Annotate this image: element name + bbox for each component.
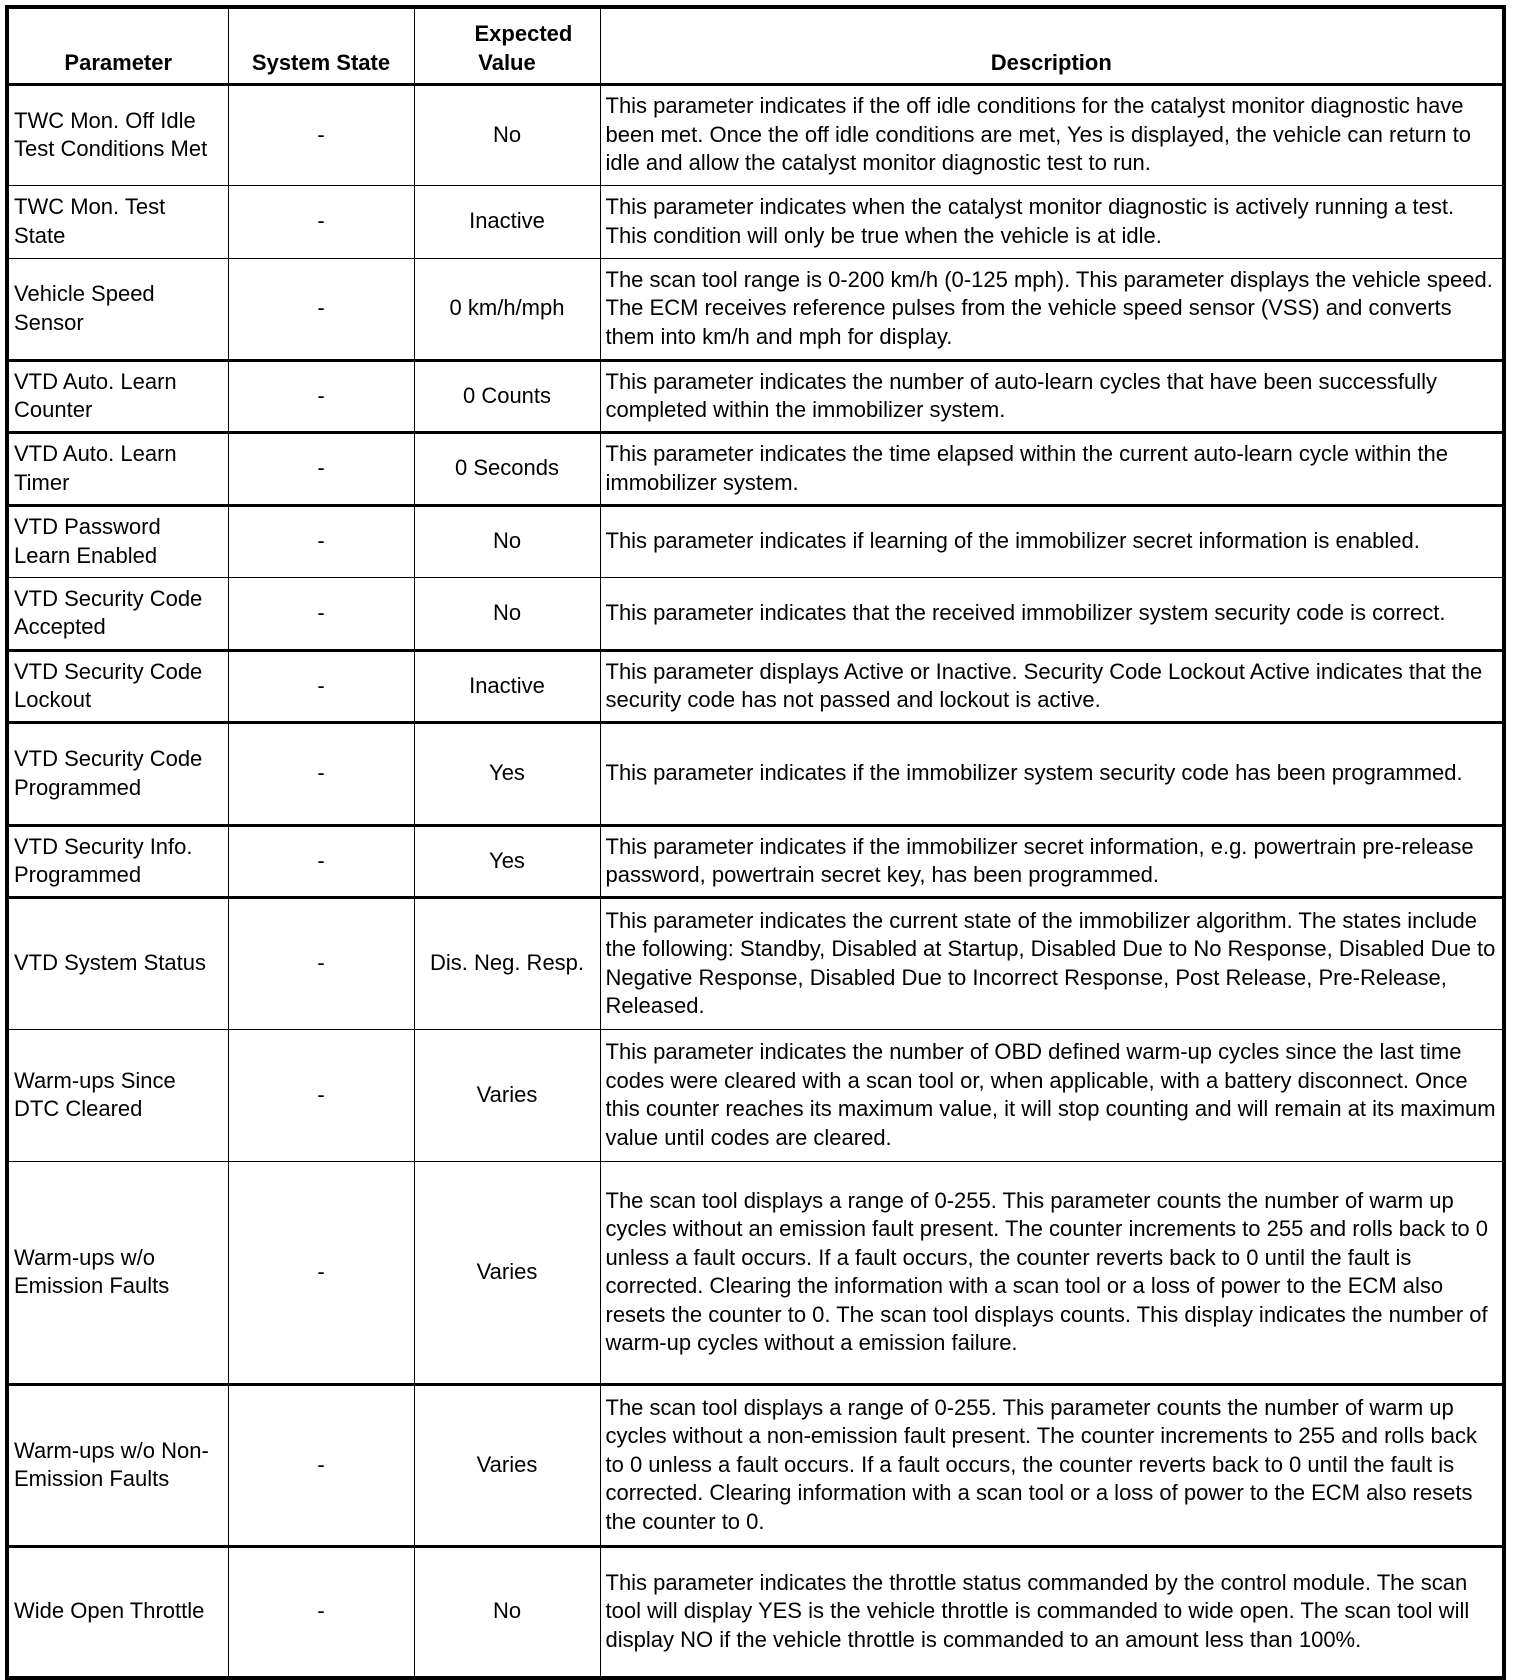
header-system-state: System State	[228, 7, 414, 85]
description-cell: This parameter indicates that the received immobilizer system security code is correct.	[600, 578, 1504, 651]
description-cell: This parameter indicates the number of auto-learn cycles that have been successfully completed within the immobilizer system.	[600, 361, 1504, 433]
system-state-cell: -	[228, 898, 414, 1030]
expected-value-cell: Varies	[414, 1385, 600, 1547]
description-cell: This parameter displays Active or Inactive. Security Code Lockout Active indicates that the security code has not passed and lockout is active.	[600, 651, 1504, 723]
description-cell: The scan tool displays a range of 0-255. This parameter counts the number of warm up cycles without a non-emission fault present. The counter increments to 255 and rolls back to 0 unless a fault occurs. If a fault occurs, the counter reverts back to 0 until the fault is corrected. Clearing information with a scan tool or a loss of power to the ECM also resets the counter to 0.	[600, 1385, 1504, 1547]
expected-value-cell: 0 km/h/mph	[414, 259, 600, 361]
description-cell: The scan tool displays a range of 0-255. This parameter counts the number of warm up cycles without an emission fault present. The counter increments to 255 and rolls back to 0 unless a fault occurs. If a fault occurs, the counter reverts back to 0 until the fault is corrected. Clearing the information with a scan tool or a loss of power to the ECM also resets the counter to 0. The scan tool displays counts. This display indicates the number of warm-up cycles without a emission failure.	[600, 1162, 1504, 1385]
parameter-cell: Warm-ups Since DTC Cleared	[7, 1030, 228, 1162]
table-row	[7, 186, 1504, 259]
table-row	[7, 826, 1504, 898]
system-state-cell: -	[228, 361, 414, 433]
parameter-cell: Warm-ups w/o Emission Faults	[7, 1162, 228, 1385]
table-row	[7, 1162, 1504, 1385]
system-state-cell: -	[228, 1162, 414, 1385]
description-cell: This parameter indicates the number of OBD defined warm-up cycles since the last time codes were cleared with a scan tool or, when applicable, with a battery disconnect. Once this counter reaches its maximum value, it will stop counting and will remain at its maximum value until codes are cleared.	[600, 1030, 1504, 1162]
expected-value-cell: No	[414, 1547, 600, 1678]
table-row	[7, 361, 1504, 433]
expected-value-cell: No	[414, 85, 600, 186]
table-row	[7, 1385, 1504, 1547]
table-row	[7, 506, 1504, 578]
description-cell: The scan tool range is 0-200 km/h (0-125 mph). This parameter displays the vehicle speed. The ECM receives reference pulses from the vehicle speed sensor (VSS) and converts them into km/h and mph for display.	[600, 259, 1504, 361]
expected-value-cell: Yes	[414, 723, 600, 826]
system-state-cell: -	[228, 651, 414, 723]
system-state-cell: -	[228, 578, 414, 651]
system-state-cell: -	[228, 506, 414, 578]
parameter-cell: Warm-ups w/o Non-Emission Faults	[7, 1385, 228, 1547]
parameter-cell: VTD System Status	[7, 898, 228, 1030]
parameter-cell: VTD Auto. Learn Timer	[7, 433, 228, 506]
parameter-cell: VTD Auto. Learn Counter	[7, 361, 228, 433]
table-row	[7, 1030, 1504, 1162]
description-cell: This parameter indicates the time elapsed within the current auto-learn cycle within the immobilizer system.	[600, 433, 1504, 506]
parameter-cell: VTD Security Code Programmed	[7, 723, 228, 826]
header-row	[7, 7, 1504, 85]
table-row	[7, 259, 1504, 361]
expected-value-cell: 0 Seconds	[414, 433, 600, 506]
system-state-cell: -	[228, 723, 414, 826]
expected-value-cell: Yes	[414, 826, 600, 898]
parameter-cell: TWC Mon. Off Idle Test Conditions Met	[7, 85, 228, 186]
system-state-cell: -	[228, 1547, 414, 1678]
table-row	[7, 651, 1504, 723]
system-state-cell: -	[228, 826, 414, 898]
system-state-cell: -	[228, 1385, 414, 1547]
expected-value-cell: No	[414, 578, 600, 651]
system-state-cell: -	[228, 186, 414, 259]
parameter-cell: TWC Mon. Test State	[7, 186, 228, 259]
system-state-cell: -	[228, 85, 414, 186]
parameter-cell: VTD Security Code Accepted	[7, 578, 228, 651]
expected-value-cell: No	[414, 506, 600, 578]
description-cell: This parameter indicates if the immobilizer secret information, e.g. powertrain pre-release password, powertrain secret key, has been programmed.	[600, 826, 1504, 898]
description-cell: This parameter indicates the current state of the immobilizer algorithm. The states include the following: Standby, Disabled at Startup, Disabled Due to No Response, Disabled Due to Negative Response, Disabled Due to Incorrect Response, Post Release, Pre-Release, Released.	[600, 898, 1504, 1030]
header-parameter: Parameter	[7, 7, 228, 85]
description-cell: This parameter indicates if the off idle conditions for the catalyst monitor diagnostic have been met. Once the off idle conditions are met, Yes is displayed, the vehicle can return to idle and allow the catalyst monitor diagnostic test to run.	[600, 85, 1504, 186]
expected-value-cell: Inactive	[414, 651, 600, 723]
parameter-table	[5, 5, 1506, 1680]
table-row	[7, 85, 1504, 186]
table-row	[7, 723, 1504, 826]
table-row	[7, 898, 1504, 1030]
expected-value-cell: Dis. Neg. Resp.	[414, 898, 600, 1030]
system-state-cell: -	[228, 1030, 414, 1162]
table-row	[7, 1547, 1504, 1678]
parameter-cell: VTD Security Code Lockout	[7, 651, 228, 723]
expected-value-cell: Varies	[414, 1030, 600, 1162]
parameter-cell: Vehicle Speed Sensor	[7, 259, 228, 361]
system-state-cell: -	[228, 259, 414, 361]
expected-value-cell: 0 Counts	[414, 361, 600, 433]
table-row	[7, 578, 1504, 651]
header-description: Description	[600, 7, 1504, 85]
expected-value-cell: Varies	[414, 1162, 600, 1385]
expected-value-cell: Inactive	[414, 186, 600, 259]
description-cell: This parameter indicates when the catalyst monitor diagnostic is actively running a test. This condition will only be true when the vehicle is at idle.	[600, 186, 1504, 259]
description-cell: This parameter indicates the throttle status commanded by the control module. The scan tool will display YES is the vehicle throttle is commanded to wide open. The scan tool will display NO if the vehicle throttle is commanded to an amount less than 100%.	[600, 1547, 1504, 1678]
parameter-cell: VTD Security Info. Programmed	[7, 826, 228, 898]
parameter-cell: VTD Password Learn Enabled	[7, 506, 228, 578]
header-expected-value: Expected Value	[414, 7, 600, 85]
description-cell: This parameter indicates if the immobilizer system security code has been programmed.	[600, 723, 1504, 826]
parameter-cell: Wide Open Throttle	[7, 1547, 228, 1678]
system-state-cell: -	[228, 433, 414, 506]
description-cell: This parameter indicates if learning of the immobilizer secret information is enabled.	[600, 506, 1504, 578]
table-row	[7, 433, 1504, 506]
